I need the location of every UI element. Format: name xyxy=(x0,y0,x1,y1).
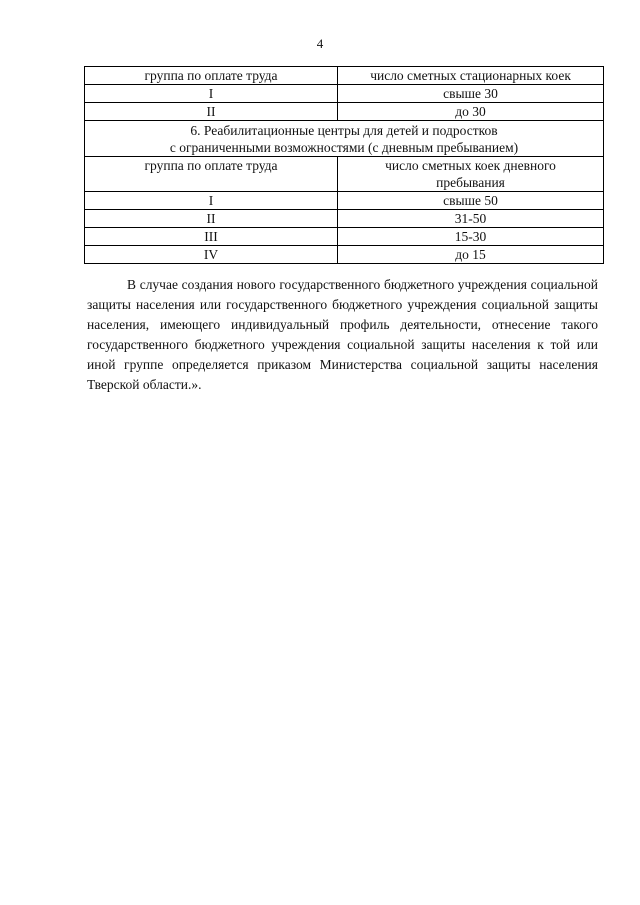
header-beds-cell: число сметных стационарных коек xyxy=(338,67,604,85)
body-paragraph: В случае создания нового государственного бюджетного учреждения социальной защиты населения или государственного бюджетного учреждения социальной защиты населения, имеющего индивидуальный профиль деятельности, отнесение такого государственного бюджетного учреждения социальной защиты населения к той или иной группе определяется приказом Министерства социальной защиты населения Тверской области.». xyxy=(87,277,598,392)
value-cell: свыше 30 xyxy=(338,85,604,103)
page-number: 4 xyxy=(316,36,324,51)
group-cell: III xyxy=(85,228,338,246)
header-group-cell: группа по оплате труда xyxy=(85,67,338,85)
value-cell: свыше 50 xyxy=(338,192,604,210)
group-cell: II xyxy=(85,210,338,228)
pay-group-table xyxy=(84,66,604,264)
header-group-cell: группа по оплате труда xyxy=(85,157,338,192)
value-cell: 15-30 xyxy=(338,228,604,246)
section-heading-cell xyxy=(85,121,604,157)
header-line: число сметных коек дневного xyxy=(385,158,556,173)
table-row xyxy=(85,210,604,228)
header-line: пребывания xyxy=(436,175,505,190)
table-row xyxy=(85,85,604,103)
value-cell: 31-50 xyxy=(338,210,604,228)
table-row xyxy=(85,103,604,121)
table-row xyxy=(85,228,604,246)
section-heading-line: с ограниченными возможностями (с дневным пребыванием) xyxy=(169,140,519,155)
table-row xyxy=(85,246,604,264)
group-cell: I xyxy=(85,192,338,210)
value-cell: до 30 xyxy=(338,103,604,121)
group-cell: I xyxy=(85,85,338,103)
table-row xyxy=(85,192,604,210)
table-header-row xyxy=(85,67,604,85)
group-cell: II xyxy=(85,103,338,121)
header-day-beds-cell xyxy=(338,157,604,192)
section-heading-line: 6. Реабилитационные центры для детей и подростков xyxy=(190,123,498,138)
value-cell: до 15 xyxy=(338,246,604,264)
section-row xyxy=(85,121,604,157)
table-header-row xyxy=(85,157,604,192)
group-cell: IV xyxy=(85,246,338,264)
